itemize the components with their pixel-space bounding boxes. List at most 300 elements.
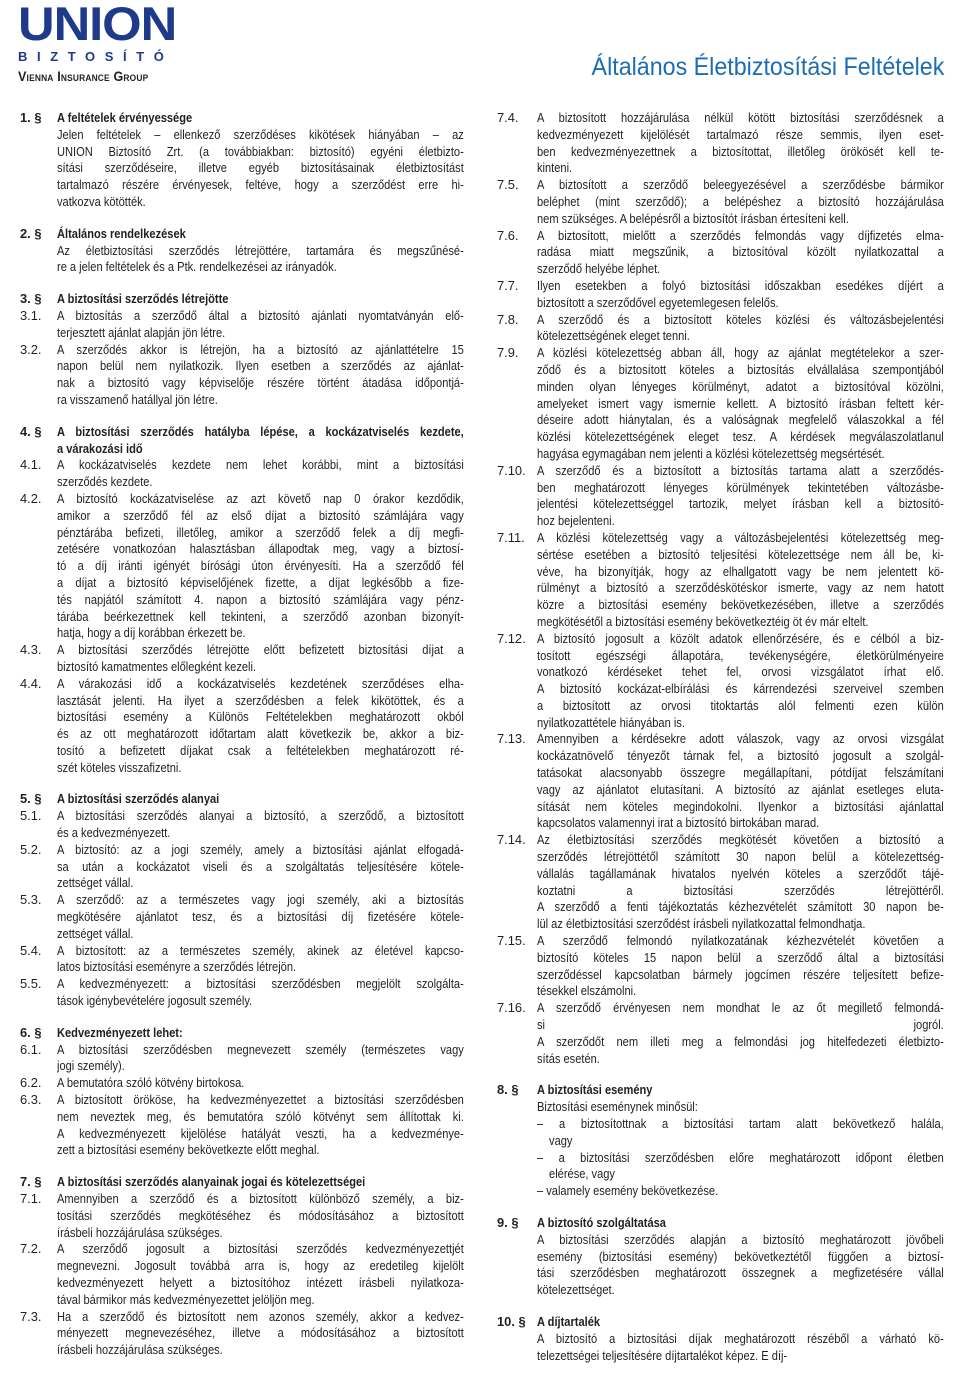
text-line: szerződés kezdete. [57, 474, 153, 490]
text-line: A biztosítási szerződés hatályba lépése, a kockázatviselés kezdete, [57, 423, 464, 439]
text-line: kötelezettséget. [537, 1282, 615, 1298]
clause-number: 7.5. [497, 177, 519, 193]
text-block [57, 1174, 464, 1191]
text-line: tés napjától számított 4. napon a biztosító számlájára vagy pénz- [57, 591, 464, 607]
text-body [57, 127, 464, 211]
text-block [537, 1000, 944, 1067]
text-line: kedvezményezett helyett a biztosítóhoz intézett írásbeli nyilatkoza- [57, 1275, 464, 1290]
text-body [537, 228, 944, 278]
text-line: A biztosított a szerződő beleegyezésével a szerződésbe bármikor [537, 177, 944, 193]
paragraph [20, 243, 465, 277]
text-block [57, 842, 464, 892]
text-line: és az ott meghatározott időtartam alatt következik be, akkor a biz- [57, 726, 464, 742]
text-block [57, 642, 464, 676]
text-block [57, 457, 464, 491]
clause [20, 1309, 465, 1359]
clause [20, 842, 465, 892]
clause [20, 1092, 465, 1159]
text-line: A biztosító kockázatviselése az azt követő nap 0 órakor kezdődik, [57, 490, 464, 506]
clause-number: 7.12. [497, 630, 526, 646]
text-body [537, 1116, 944, 1200]
text-block [537, 1215, 944, 1232]
text-line: biztosított a szerződővel egyetemlegesen felelős. [537, 294, 779, 310]
text-block [537, 631, 944, 732]
text-body [57, 676, 464, 777]
text-line: A biztosító jogosult a közölt adatok ellenőrzésére, és e célból a biz- [537, 630, 944, 646]
text-body [537, 1314, 944, 1331]
text-line: A biztosítási szerződés létrejötte előtt befizetett biztosítási díjat a [57, 642, 464, 658]
text-line: A szerződő a fenti tájékoztatás kézhezvételét számított 30 napon be- [537, 899, 944, 915]
clause-number: 7.2. [20, 1241, 42, 1257]
text-block [537, 731, 944, 832]
text-block [57, 491, 464, 642]
text-line: kinteni. [537, 160, 573, 176]
text-line: – a biztosítottnak a biztosítási tartam alatt bekövetkező halála, [537, 1116, 944, 1132]
clause [20, 808, 465, 842]
section-number: 4. § [20, 423, 42, 439]
text-body [57, 1241, 464, 1308]
clause-number: 6.1. [20, 1041, 42, 1057]
text-line: tartalmazó részére érvényesek, feltéve, hogy a szerződést erre hi- [57, 177, 464, 193]
text-line: közre a biztosítási esemény bekövetkezésében, illetve a szerződés [537, 597, 944, 613]
text-line: A díjtartalék [537, 1313, 601, 1329]
text-line: lasztását jelenti. Ha ilyet a szerződésben a felek kikötöttek, és a [57, 692, 464, 708]
text-body [537, 1331, 944, 1365]
text-line: tárába beérkezettnek kell tekinteni, a szerződő azonban bizonyít- [57, 608, 464, 624]
text-block [57, 127, 464, 211]
left-column [20, 110, 465, 1359]
text-line: megkötésétől a biztosítási esemény bekövetkeztéig öt év már eltelt. [537, 613, 869, 629]
text-line: tatásokat alacsonyabb összegre megállapítani, pótdíjat felszámítani [537, 765, 944, 781]
text-body [57, 491, 464, 642]
text-body [537, 1082, 944, 1099]
text-body [537, 1232, 944, 1299]
text-block [57, 1241, 464, 1308]
clause [20, 457, 465, 491]
text-block [537, 933, 944, 1000]
clause-number: 6.3. [20, 1092, 42, 1108]
text-body [537, 731, 944, 832]
text-block [57, 291, 464, 308]
text-line: A szerződő és a biztosított köteles közlési és változásbejelentési [537, 311, 944, 327]
logo-group: Vienna Insurance Group [18, 69, 149, 84]
text-body [57, 791, 464, 808]
text-line: Kedvezményezett lehet: [57, 1024, 183, 1040]
clause-number: 3.1. [20, 307, 42, 323]
text-line: kapcsolatos valamennyi irat a biztosító birtokában marad. [537, 815, 820, 831]
right-column [497, 110, 945, 1364]
text-block [57, 1309, 464, 1359]
text-line: A szerződő: az a természetes vagy jogi személy, aki a biztosítás [57, 892, 464, 908]
text-line: szét köteles visszafizetni. [57, 759, 182, 775]
document-title: Általános Életbiztosítási Feltételek [591, 53, 944, 81]
text-line: sítását nem köteles megindokolni. Ilyenkor a biztosítási ajánlattal [537, 798, 944, 814]
clause [20, 1042, 465, 1076]
text-block [57, 808, 464, 842]
text-body [57, 243, 464, 277]
clause-number: 4.4. [20, 675, 42, 691]
text-block [537, 345, 944, 463]
text-line: telezettségei teljesítésére díjtartalékot képez. E díj- [537, 1347, 788, 1363]
clause [497, 110, 945, 177]
text-line: Ilyen esetekben a folyó biztosítási időszakban esedékes díjért a [537, 277, 944, 293]
clause [20, 1241, 465, 1308]
text-line: A szerződő érvényesen nem mondhat le az őt megillető felmondá- [537, 1000, 944, 1016]
clause-number: 5.5. [20, 976, 42, 992]
text-line: pénztárába befizeti, illetőleg, amikor a szerződő felek a díj megfi- [57, 524, 464, 540]
clause [20, 308, 465, 342]
text-line: A biztosító a biztosítási díjak meghatározott részéből a várható kö- [537, 1330, 944, 1346]
text-line: vállalás tagállamának hivatalos nyelvén köteles a szerződőt tájé- [537, 865, 944, 881]
text-body [57, 308, 464, 342]
section-number: 3. § [20, 291, 42, 307]
text-line: koztatni a biztosítási szerződés létrejöttéről. [537, 882, 944, 898]
clause-number: 7.16. [497, 1000, 526, 1016]
text-line: ben kedvezményezettnek a biztosítottat, illetőleg örökösét kell te- [537, 143, 944, 159]
text-line: tó a díj iránti igényét bírósági úton érvényesíti. Ha a szerződő fél [57, 558, 464, 574]
text-body [57, 808, 464, 842]
text-body [537, 278, 944, 312]
text-line: tosított egészségi állapotára, tevékenységére, életkörülményeire [537, 647, 944, 663]
text-line: napon belül nem nyilatkozik. Ilyen esetben a szerződés az ajánlat- [57, 358, 464, 374]
text-block [537, 530, 944, 631]
section-number: 9. § [497, 1215, 519, 1230]
text-line: ben meghatározott lényeges körülmények tekintetében változásbe- [537, 479, 944, 495]
clause-number: 5.4. [20, 942, 42, 958]
section-number: 1. § [20, 110, 42, 125]
section-number: 2. § [20, 225, 42, 241]
text-line: közlési kötelezettségének eleget tesz. A kérdések megválaszolatlanul [537, 429, 944, 445]
text-line: kedvezményezett kijelölését tartalmazó része semmis, ilyen eset- [537, 126, 944, 142]
text-line: lül az életbiztosítási szerződést írásbeli nyilatkozattal felmondhatja. [537, 916, 866, 932]
text-line: sítási szerződéseire, illetve egyéb biztosításainak életbiztosítást [57, 160, 464, 176]
text-line: re a jelen feltételek és a Ptk. rendelkezései az irányadók. [57, 259, 337, 275]
text-line: tával bármikor más kedvezményezettet jelöljön meg. [57, 1291, 315, 1307]
clause-number: 5.1. [20, 808, 42, 824]
text-line: A biztosítási szerződés alanyai a biztosító, a szerződő, a biztosított [57, 808, 464, 824]
text-line: sa után a kockázatot viseli és a szolgáltatás teljesítésére kötele- [57, 858, 464, 874]
clause [497, 731, 945, 832]
section-heading [20, 1025, 465, 1042]
clause [20, 642, 465, 676]
text-line: Az életbiztosítási szerződés létrejöttére, tartamára és megszűnésé- [57, 242, 464, 258]
clause [497, 832, 945, 933]
text-body [57, 342, 464, 409]
text-line: biztosító kamatmentes előlegként kezeli. [57, 658, 257, 674]
clause-number: 6.2. [20, 1075, 42, 1091]
text-line: vagy az ajánlatot elutasítani. A biztosító az ajánlat esetleges eluta- [537, 781, 944, 797]
text-line: UNION Biztosító Zrt. (a továbbiakban: biztosító) egyéni életbizto- [57, 143, 464, 159]
text-line: A biztosított örököse, ha kedvezményezettet a biztosítási szerződésben [57, 1092, 464, 1108]
clause-number: 7.1. [20, 1191, 42, 1207]
text-line: jelentési kötelezettséggel tartozik, melyet írásban kell a biztosító- [537, 496, 944, 512]
clause-number: 7.9. [497, 345, 519, 361]
text-line: A biztosítás a szerződő által a biztosító ajánlati nyomtatványán elő- [57, 307, 464, 323]
text-line: A szerződőt nem illeti meg a felmondási jog hitelfedezeti életbizto- [537, 1033, 944, 1049]
clause-number: 7.11. [497, 529, 525, 545]
section-heading [20, 110, 465, 127]
text-line: a díjat a biztosító képviselőjének fizette, a díjat legkésőbb a fize- [57, 574, 464, 590]
text-block [57, 976, 464, 1010]
text-line: – valamely esemény bekövetkezése. [537, 1183, 719, 1199]
text-line: A kedvezményezett kijelölése hatályát veszti, ha a kedvezménye- [57, 1125, 464, 1141]
text-line: A közlési kötelezettség vagy a változásbejelentési kötelezettség meg- [537, 529, 944, 545]
text-line: latos biztosítási eseményre a szerződés létrejön. [57, 959, 297, 975]
text-block [537, 312, 944, 346]
clause-number: 5.3. [20, 892, 42, 908]
text-line: tosító a befizetett díjakat csak a feltételekben meghatározott ré- [57, 742, 464, 758]
section-heading [497, 1215, 945, 1232]
text-body [537, 1000, 944, 1067]
section-number: 7. § [20, 1174, 42, 1190]
text-line: a biztosított az orvosi titoktartás alól felmenti ezen külön [537, 697, 944, 713]
section-number: 6. § [20, 1024, 42, 1040]
list-item [537, 1116, 944, 1150]
clause-number: 7.14. [497, 832, 526, 848]
text-body [57, 1042, 464, 1076]
text-line: tások igénybevételére jogosult személy. [57, 993, 253, 1009]
text-body [537, 1099, 944, 1116]
text-body [537, 933, 944, 1000]
text-block [57, 226, 464, 243]
text-line: szerződés létrejöttétől számított 30 napon belül a kötelezettség- [537, 849, 944, 865]
list-item [537, 1150, 944, 1184]
text-line: si jogról. [537, 1017, 944, 1033]
text-line: A közlési kötelezettség abban áll, hogy az ajánlat megtételekor a szer- [537, 345, 944, 361]
text-block [57, 308, 464, 342]
text-line: rülményt a biztosító a szerződéskötéskor ismerte, vagy az nem hatott [537, 580, 944, 596]
text-block [537, 1099, 944, 1116]
text-line: A biztosító szolgáltatása [537, 1215, 666, 1230]
text-line: A biztosítási szerződés alapján a biztosító meghatározott jövőbeli [537, 1231, 944, 1247]
text-line: hatja, hogy a díj korábban érkezett be. [57, 625, 246, 641]
section-number: 5. § [20, 791, 42, 807]
section-heading [20, 291, 465, 308]
text-body [57, 1309, 464, 1359]
text-block [57, 243, 464, 277]
text-line: nak a biztosító vagy képviselője részére történt átadása időpontjá- [57, 375, 464, 391]
text-line: elérése, vagy [549, 1166, 615, 1182]
text-block [537, 832, 944, 933]
text-line: hagyása egymagában nem jelenti a közlési kötelezettség megsértését. [537, 445, 885, 461]
clause [497, 631, 945, 732]
text-body [57, 1191, 464, 1241]
text-body [57, 1025, 464, 1042]
text-line: megkötésére ajánlatot tesz, és a biztosítási díj fizetésére kötele- [57, 909, 464, 925]
text-block [537, 278, 944, 312]
text-line: A kedvezményezett: a biztosítási szerződésben megjelölt szolgálta- [57, 976, 464, 992]
text-block [57, 791, 464, 808]
text-line: ra visszamenő hatállyal jön létre. [57, 391, 218, 407]
text-body [57, 642, 464, 676]
logo-name: UNION [18, 0, 177, 50]
text-line: terjesztett ajánlat alapján jön létre. [57, 324, 226, 340]
text-line: – a biztosítási szerződésben előre meghatározott időpont életben [537, 1149, 944, 1165]
text-line: A biztosító kockázat-elbírálási és kárrendezési szerveivel szemben [537, 681, 944, 697]
text-line: déseire adott hiánytalan, és a valóságnak megfelelő válaszokkal a fél [537, 412, 944, 428]
text-block [537, 1082, 944, 1099]
text-line: A szerződő felmondó nyilatkozatának kézhezvételét követően a [537, 933, 944, 949]
clause [20, 976, 465, 1010]
text-line: a várakozási idő [57, 440, 143, 456]
text-block [57, 676, 464, 777]
text-line: sértése esetében a biztosító teljesítési kötelezettsége nem áll be, ki- [537, 546, 944, 562]
section-heading [20, 791, 465, 808]
text-line: Az életbiztosítási szerződés megkötését követően a biztosító a [537, 832, 944, 848]
clause-number: 7.4. [497, 110, 519, 125]
section-heading [20, 226, 465, 243]
text-block [57, 892, 464, 942]
text-line: zettséget vállal. [57, 875, 134, 891]
paragraph [497, 1232, 945, 1299]
text-body [537, 110, 944, 177]
text-line: szerződéssel kapcsolatban bármely jogcímen részére teljesített befize- [537, 966, 944, 982]
clause [497, 345, 945, 463]
text-line: hoz bejelenteni. [537, 513, 615, 529]
text-line: A biztosítási szerződés létrejötte [57, 291, 229, 307]
clause [497, 228, 945, 278]
clause [20, 943, 465, 977]
text-line: írásbeli hozzájárulása szükséges. [57, 1224, 223, 1240]
text-body [57, 291, 464, 308]
text-line: nyilatkozattétele hiányában is. [537, 714, 685, 730]
text-line: A szerződő jogosult a biztosítási szerződés kedvezményezettjét [57, 1241, 464, 1257]
section-heading [20, 424, 465, 458]
clause [497, 177, 945, 227]
text-line: szerződő helyébe léphet. [537, 261, 661, 277]
text-line: nem szükséges. A belépésről a biztosítót írásban értesíteni kell. [537, 210, 849, 226]
text-body [57, 976, 464, 1010]
text-line: A szerződés akkor is létrejön, ha a biztosító az ajánlattételre 15 [57, 341, 464, 357]
section-heading [20, 1174, 465, 1191]
clause-number: 3.2. [20, 341, 42, 357]
section-number: 8. § [497, 1082, 519, 1098]
text-line: tésekkel elszámolni. [537, 983, 637, 999]
text-body [57, 424, 464, 458]
text-line: tosítási szerződés megkötéséhez és módosításához a biztosított [57, 1207, 464, 1223]
clause [497, 463, 945, 530]
text-body [537, 530, 944, 631]
text-line: esemény (biztosítási esemény) bekövetkeztétől függően a biztosí- [537, 1248, 944, 1264]
text-line: ményezett megnevezéséhez, illetve a módosításához a biztosított [57, 1325, 464, 1341]
text-line: írásbeli hozzájárulása szükséges. [57, 1342, 223, 1358]
text-block [57, 1075, 464, 1092]
text-line: és a kedvezményezett. [57, 825, 171, 841]
text-line: vatkozva kötötték. [57, 193, 146, 209]
text-block [537, 1331, 944, 1365]
text-body [57, 892, 464, 942]
text-body [537, 463, 944, 530]
clause-number: 7.6. [497, 227, 519, 243]
text-line: A kockázatviselés kezdete nem lehet korábbi, mint a biztosítási [57, 457, 464, 473]
logo-subtitle: BIZTOSÍTÓ [18, 49, 174, 64]
text-line: vonatkozó kérdéseket tehet fel, orvosi vizsgálatot írhat elő. [537, 664, 944, 680]
text-block [57, 1042, 464, 1076]
text-line: A feltételek érvényessége [57, 110, 193, 125]
text-line: amelyeket ismert vagy ismernie kellett. A biztosító írásban feltett kér- [537, 395, 944, 411]
text-line: megnevezni. Jogosult továbbá arra is, hogy az eredetileg kijelölt [57, 1258, 464, 1274]
clause-number: 7.13. [497, 731, 526, 747]
text-body [57, 1075, 464, 1092]
text-body [57, 457, 464, 491]
text-line: minden olyan lényeges körülményt, adatot a biztosítóval közölni, [537, 378, 944, 394]
text-line: zetésére vonatkozóan halasztásban állapodtak meg, vagy a biztosí- [57, 541, 464, 557]
list-item [537, 1183, 944, 1200]
text-line: zett a biztosítási esemény bekövetkezte előtt meghal. [57, 1142, 320, 1158]
text-body [537, 1215, 944, 1232]
clause-number: 4.3. [20, 642, 42, 658]
clause [497, 530, 945, 631]
paragraph [20, 127, 465, 211]
text-block [537, 177, 944, 227]
text-line: A biztosított, mielőtt a szerződés felmondás vagy díjfizetés elma- [537, 227, 944, 243]
text-line: radása miatt megszűnik, a biztosítóval közölt nyilatkozattal a [537, 244, 944, 260]
event-list [497, 1116, 945, 1200]
text-line: jogi személy). [57, 1058, 125, 1074]
clause [20, 1075, 465, 1092]
text-body [57, 943, 464, 977]
text-block [57, 110, 464, 127]
text-block [57, 943, 464, 977]
text-body [537, 345, 944, 463]
text-line: Jelen feltételek – ellenkező szerződéses kikötések hiányában – az [57, 126, 464, 142]
text-body [57, 1174, 464, 1191]
text-line: A biztosító: az a jogi személy, amely a biztosítási ajánlat elfogadá- [57, 841, 464, 857]
text-body [57, 842, 464, 892]
clause-number: 7.3. [20, 1308, 42, 1324]
text-line: kockázatnövelő tényezőt tárnak fel, a biztosító jogosult a szolgál- [537, 748, 944, 764]
text-line: A biztosítási szerződésben megnevezett személy (természetes vagy [57, 1041, 464, 1057]
text-line: biztosítási esemény a Különös Feltételekben meghatározott okból [57, 709, 464, 725]
text-line: Általános rendelkezések [57, 225, 186, 241]
text-block [57, 1025, 464, 1042]
text-line: tási szerződésben meghatározott összegnek a megfizetésére vállal [537, 1265, 944, 1281]
section-number: 10. § [497, 1313, 526, 1329]
clause-number: 4.2. [20, 490, 42, 506]
clause-number: 7.8. [497, 311, 519, 327]
text-line: Biztosítási eseménynek minősül: [537, 1099, 698, 1115]
text-line: A biztosítási szerződés alanyai [57, 791, 220, 807]
text-body [57, 226, 464, 243]
clause [497, 1000, 945, 1067]
text-block [537, 463, 944, 530]
clause [497, 278, 945, 312]
text-line: A biztosítási szerződés alanyainak jogai és kötelezettségei [57, 1174, 366, 1190]
text-line: nem neveztek meg, és bemutatóra szóló kötvényt sem állítottak ki. [57, 1108, 464, 1124]
text-line: zettséget vállal. [57, 925, 134, 941]
clause [497, 312, 945, 346]
text-line: Amennyiben a szerződő és a biztosított különböző személy, a biz- [57, 1191, 464, 1207]
text-block [537, 110, 944, 177]
text-body [537, 177, 944, 227]
text-block [537, 228, 944, 278]
clause-number: 7.10. [497, 462, 526, 478]
text-line: A biztosított hozzájárulása nélkül kötött biztosítási szerződésnek a [537, 110, 944, 125]
text-block [57, 342, 464, 409]
text-line: biztosító köteles 15 napon belül a szerződő által a biztosítási [537, 949, 944, 965]
clause [497, 933, 945, 1000]
text-block [537, 1116, 944, 1200]
text-line: kötelezettségének eleget tenni. [537, 328, 690, 344]
text-line: sítás esetén. [537, 1050, 600, 1066]
text-line: ződő és a biztosított köteles a biztosítás elvállalása szempontjából [537, 361, 944, 377]
text-line: amikor a szerződő fél az első díjat a biztosító számlájára vagy [57, 507, 464, 523]
text-block [537, 1232, 944, 1299]
clause [20, 491, 465, 642]
clause [20, 676, 465, 777]
clause-number: 7.7. [497, 277, 519, 293]
text-line: A szerződő és a biztosított a biztosítás tartama alatt a szerződés- [537, 462, 944, 478]
